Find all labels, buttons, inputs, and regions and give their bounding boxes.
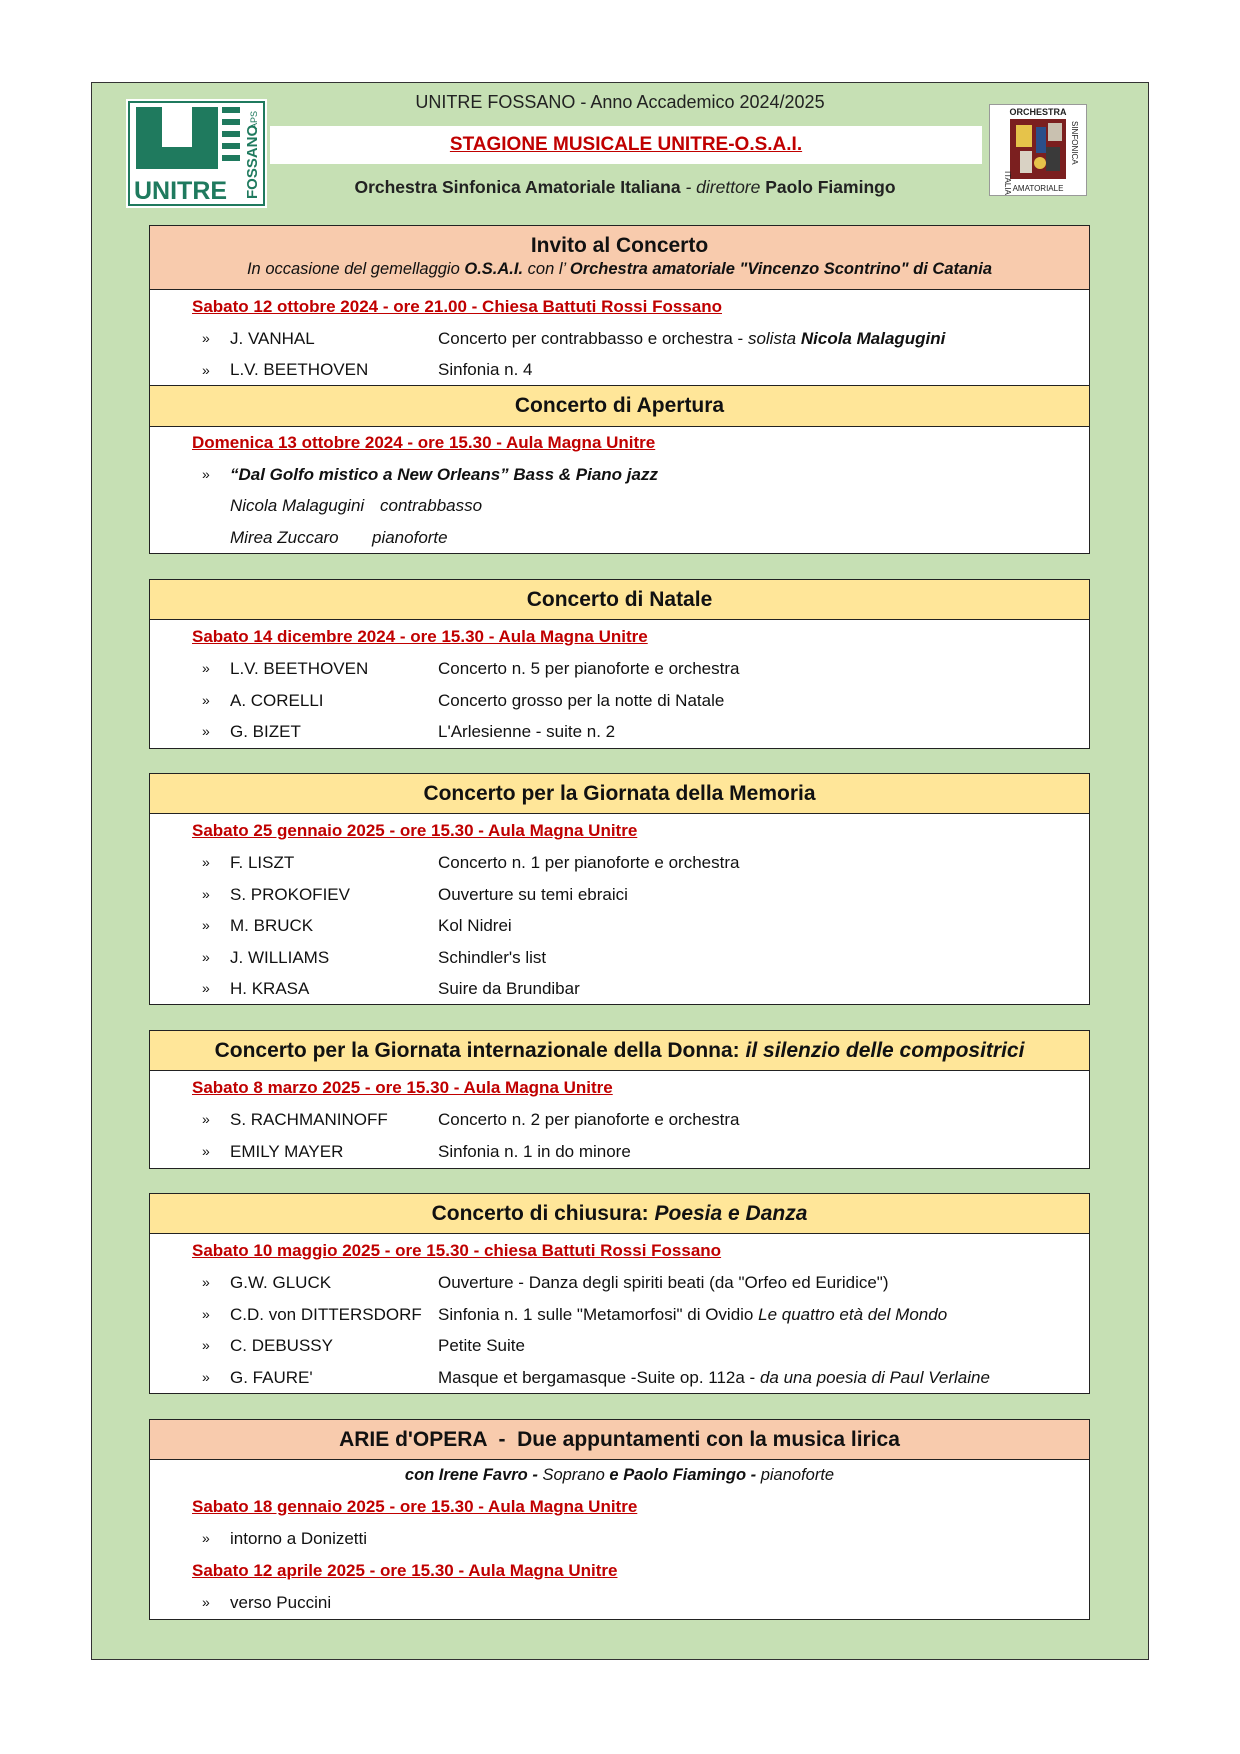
section-invito-apertura: [149, 225, 1090, 554]
bullet-icon: »: [202, 1142, 210, 1159]
soloist: Nicola Malagugini: [800, 329, 946, 348]
section-title: [150, 1194, 1089, 1234]
program-title: [230, 459, 658, 491]
section-title: Invito al Concerto: [530, 234, 709, 257]
section-chiusura: [149, 1193, 1090, 1394]
program-item: [150, 716, 1089, 748]
event-date: Sabato 25 gennaio 2025 - ore 15.30 - Aula Magna Unitre: [192, 821, 638, 840]
composer: G. BIZET: [230, 722, 301, 741]
section-title-main: Concerto per la Giornata internazionale della Donna:: [214, 1039, 740, 1062]
academic-year-line: UNITRE FOSSANO - Anno Accademico 2024/2025: [415, 92, 825, 112]
logo-aps-text: APS: [249, 110, 259, 129]
logo-unitre-text: UNITRE: [134, 177, 228, 205]
section-title-main: Concerto di chiusura:: [431, 1202, 649, 1225]
program-item: [150, 1523, 1089, 1555]
section-donna: [149, 1030, 1090, 1169]
composer: F. LISZT: [230, 853, 295, 872]
program-item: [150, 910, 1089, 942]
event-date: Sabato 18 gennaio 2025 - ore 15.30 - Aula Magna Unitre: [192, 1497, 638, 1516]
program-topic: verso Puccini: [230, 1592, 332, 1612]
event-date: Sabato 10 maggio 2025 - ore 15.30 - chiesa Battuti Rossi Fossano: [192, 1241, 722, 1260]
subtitle-part: In occasione del gemellaggio: [246, 260, 460, 278]
work: Sinfonia n. 4: [438, 359, 533, 379]
page-title: STAGIONE MUSICALE UNITRE-O.S.A.I.: [449, 134, 803, 155]
bullet-icon: »: [202, 948, 210, 965]
work: [438, 323, 945, 355]
logo-italiana-text: ITALIANA: [1003, 171, 1012, 195]
bullet-icon: »: [202, 465, 210, 482]
section-header: [150, 774, 1089, 814]
work: Concerto n. 5 per pianoforte e orchestra: [438, 659, 740, 678]
section-arie-opera: [149, 1419, 1090, 1620]
bullet-icon: »: [202, 691, 210, 708]
work: Suire da Brundibar: [438, 979, 580, 998]
bullet-icon: »: [202, 1274, 210, 1290]
work: Petite Suite: [438, 1336, 525, 1355]
section-natale: [149, 579, 1090, 749]
work: [438, 1299, 947, 1331]
performer-role: contrabbasso: [380, 496, 483, 515]
composer: S. RACHMANINOFF: [230, 1110, 388, 1129]
section-title: [150, 1031, 1089, 1071]
bullet-icon: »: [202, 1337, 210, 1353]
subtitle-osai: O.S.A.I.: [464, 260, 524, 278]
subtitle-catania: Orchestra amatoriale "Vincenzo Scontrino" di Catania: [569, 260, 993, 278]
unitre-logo: [126, 99, 267, 208]
event-date: Sabato 12 aprile 2025 - ore 15.30 - Aula Magna Unitre: [192, 1560, 618, 1580]
bullet-icon: »: [202, 1305, 210, 1322]
logo-orchestra-text: ORCHESTRA: [1009, 107, 1067, 117]
event-date: Sabato 8 marzo 2025 - ore 15.30 - Aula Magna Unitre: [192, 1078, 613, 1097]
section-title-italic: Poesia e Danza: [654, 1202, 808, 1225]
program-item: [150, 323, 1089, 355]
composer: J. WILLIAMS: [230, 947, 330, 967]
program-item: [150, 1104, 1089, 1136]
work-note: solista: [747, 329, 797, 348]
program-item: [150, 847, 1089, 879]
conjunction: e: [609, 1466, 619, 1484]
section-title: ARIE d'OPERA - Due appuntamenti con la musica lirica: [339, 1428, 900, 1451]
composer: L.V. BEETHOVEN: [230, 359, 369, 379]
composer: C.D. von DITTERSDORF: [230, 1304, 422, 1324]
orchestra-line: [280, 177, 970, 198]
work: Ouverture su temi ebraici: [438, 884, 628, 904]
event-date: Sabato 12 ottobre 2024 - ore 21.00 - Chiesa Battuti Rossi Fossano: [192, 297, 722, 316]
section-memoria: [149, 773, 1090, 1005]
program-item: [150, 355, 1089, 385]
work: L'Arlesienne - suite n. 2: [438, 722, 616, 741]
bullet-icon: »: [202, 917, 210, 933]
work: [438, 1362, 990, 1394]
section-title: Concerto per la Giornata della Memoria: [423, 782, 816, 805]
work-note: Le quattro età del Mondo: [758, 1304, 948, 1324]
work: Concerto n. 1 per pianoforte e orchestra: [438, 853, 740, 872]
section-header: [150, 1420, 1089, 1460]
bullet-icon: »: [202, 361, 210, 378]
event-date: Sabato 14 dicembre 2024 - ore 15.30 - Aula Magna Unitre: [192, 627, 648, 646]
bullet-icon: »: [202, 1368, 210, 1385]
program-item: [150, 653, 1089, 685]
composer: J. VANHAL: [230, 329, 315, 348]
performer-row: [150, 490, 1089, 522]
bullet-icon: »: [202, 1530, 210, 1546]
work: Ouverture - Danza degli spiriti beati (da "Orfeo ed Euridice"): [438, 1273, 889, 1292]
section-header-apertura: [150, 385, 1089, 427]
section-header-invito: [150, 226, 1089, 290]
work-note: da una poesia di Paul Verlaine: [759, 1367, 990, 1387]
performer-row: [150, 522, 1089, 554]
work: Sinfonia n. 1 in do minore: [438, 1141, 631, 1161]
program-item: [150, 1587, 1089, 1619]
program-item: [150, 1330, 1089, 1362]
composer: M. BRUCK: [230, 916, 314, 935]
pianist-role: pianoforte: [760, 1466, 835, 1484]
work: Concerto grosso per la notte di Natale: [438, 690, 725, 710]
director-prefix: - direttore: [685, 177, 761, 197]
work-title: Masque et bergamasque -Suite op. 112a -: [438, 1367, 756, 1387]
director-name: Paolo Fiamingo: [765, 177, 896, 197]
composer: C. DEBUSSY: [230, 1336, 333, 1355]
work: Concerto n. 2 per pianoforte e orchestra: [438, 1110, 740, 1129]
bullet-icon: »: [202, 330, 210, 346]
program-item: [150, 1267, 1089, 1299]
osai-logo: [989, 104, 1087, 196]
section-subtitle: [150, 260, 1089, 285]
program-item: [150, 685, 1089, 717]
bullet-icon: »: [202, 1593, 210, 1610]
pianist-name: Paolo Fiamingo -: [623, 1466, 757, 1484]
bullet-icon: »: [202, 1111, 210, 1127]
program-lead: “Dal Golfo mistico a New Orleans” Bass & Piano jazz: [230, 464, 658, 484]
section-header: [150, 580, 1089, 620]
program-item: [150, 1362, 1089, 1394]
program-item: [150, 1299, 1089, 1331]
orchestra-name: Orchestra Sinfonica Amatoriale Italiana: [354, 177, 681, 197]
soprano-role: Soprano: [542, 1466, 605, 1484]
program-item: [150, 459, 1089, 491]
program-item: [150, 1136, 1089, 1168]
bullet-icon: »: [202, 660, 210, 676]
bullet-icon: »: [202, 854, 210, 870]
work: Schindler's list: [438, 947, 547, 967]
section-header: [150, 1031, 1089, 1071]
performer-role: pianoforte: [372, 527, 448, 547]
work-title: Sinfonia n. 1 sulle "Metamorfosi" di Ovidio: [438, 1304, 754, 1324]
bullet-icon: »: [202, 980, 210, 996]
logo-sinfonica-text: SINFONICA: [1070, 121, 1079, 165]
work: Kol Nidrei: [438, 916, 512, 935]
performer-name: Nicola Malagugini: [230, 496, 365, 515]
performer-name: Mirea Zuccaro: [230, 527, 339, 547]
event-date: Domenica 13 ottobre 2024 - ore 15.30 - Aula Magna Unitre: [192, 432, 656, 452]
composer: L.V. BEETHOVEN: [230, 659, 369, 678]
composer: EMILY MAYER: [230, 1141, 344, 1161]
section-title: Concerto di Apertura: [514, 393, 725, 417]
performers-line: [150, 1460, 1089, 1490]
logo-fossano-text: FOSSANO: [244, 124, 261, 199]
logo-amatoriale-text: AMATORIALE: [1012, 184, 1064, 193]
composer: S. PROKOFIEV: [230, 884, 350, 904]
composer: A. CORELLI: [230, 690, 324, 710]
bullet-icon: »: [202, 885, 210, 902]
program-item: [150, 942, 1089, 974]
program-item: [150, 973, 1089, 1005]
program-item: [150, 879, 1089, 911]
section-header: [150, 1194, 1089, 1234]
program-topic: intorno a Donizetti: [230, 1529, 368, 1548]
subtitle-part: con l’: [527, 260, 566, 278]
composer: G. FAURE': [230, 1367, 313, 1387]
soprano-name: con Irene Favro -: [404, 1466, 538, 1484]
composer: H. KRASA: [230, 979, 310, 998]
work-title: Concerto per contrabbasso e orchestra -: [438, 329, 744, 348]
section-title-italic: il silenzio delle compositrici: [745, 1039, 1025, 1062]
composer: G.W. GLUCK: [230, 1273, 332, 1292]
bullet-icon: »: [202, 723, 210, 739]
section-title: Concerto di Natale: [526, 588, 713, 611]
